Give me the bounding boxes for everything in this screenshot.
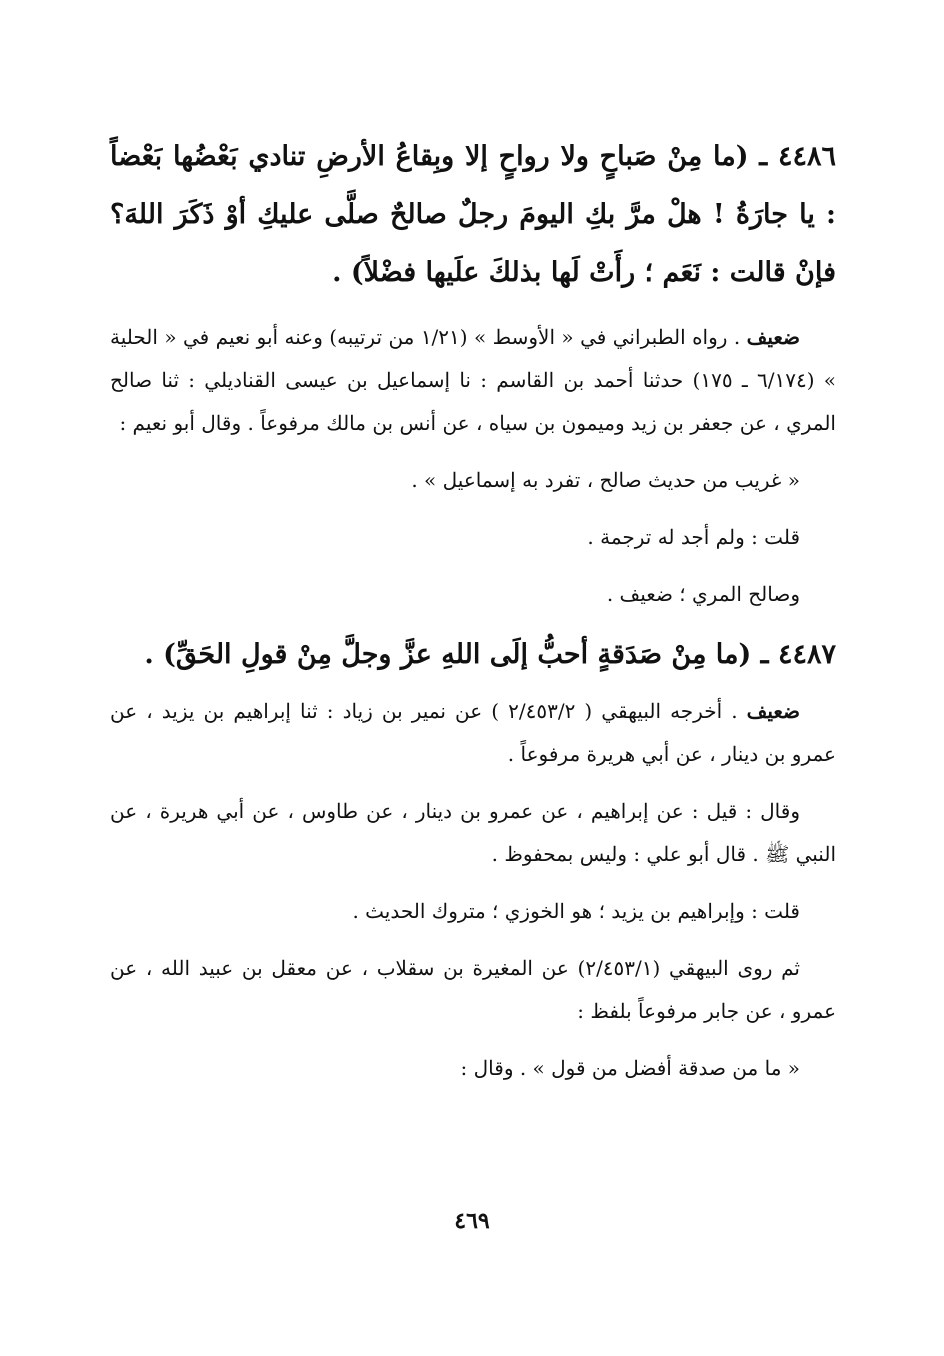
- page-content: [110, 128, 836, 1104]
- grade-keyword: ضعيف: [746, 325, 800, 349]
- commentary-4487-paragraph-2: وقال : قيل : عن إبراهيم ، عن عمرو بن دينار ، عن طاوس ، عن أبي هريرة ، عن النبي ﷺ . قال أبو علي : وليس بمحفوظ .: [110, 799, 836, 866]
- commentary-4486-paragraph-1: [110, 316, 836, 445]
- commentary-4486-paragraph-3: قلت : ولم أجد له ترجمة .: [587, 525, 800, 549]
- commentary-4487-paragraph-1: [110, 690, 836, 776]
- commentary-4487-paragraph-3: قلت : وإبراهيم بن يزيد ؛ هو الخوزي ؛ متروك الحديث .: [352, 899, 800, 923]
- commentary-4487-paragraph-1-text: . أخرجه البيهقي ( ٢/٤٥٣/٢ ) عن نمير بن زياد : ثنا إبراهيم بن يزيد ، عن عمرو بن دينار ، عن أبي هريرة مرفوعاً .: [110, 699, 836, 766]
- commentary-4486-paragraph-1-text: . رواه الطبراني في « الأوسط » (١/٢١ من ترتيبه) وعنه أبو نعيم في « الحلية » (٦/١٧٤ ـ ١٧٥) حدثنا أحمد بن القاسم : نا إسماعيل بن عيسى القناديلي : ثنا صالح المري ، عن جعفر بن زيد وميمون بن سياه ، عن أنس بن مالك مرفوعاً . وقال أبو نعيم :: [110, 325, 837, 435]
- commentary-4487-quote: « ما من صدقة أفضل من قول » . وقال :: [460, 1056, 800, 1080]
- hadith-4487-text: ٤٤٨٧ ـ (ما مِنْ صَدَقةٍ أحبُّ إلَى اللهِ عزَّ وجلَّ مِنْ قولِ الحَقِّ) .: [144, 639, 836, 670]
- page-number: ٤٦٩: [454, 1208, 490, 1234]
- grade-keyword: ضعيف: [746, 699, 801, 723]
- commentary-4486-paragraph-4: وصالح المري ؛ ضعيف .: [606, 582, 800, 606]
- commentary-4486-quote: « غريب من حديث صالح ، تفرد به إسماعيل » .: [411, 468, 800, 492]
- hadith-4486-text: ٤٤٨٦ ـ (ما مِنْ صَباحٍ ولا رواحٍ إلا وبِقاعُ الأرضِ تنادي بَعْضُها بَعْضاً : يا جارَةُ ! هلْ مرَّ بكِ اليومَ رجلٌ صالحٌ صلَّى عليكِ أوْ ذَكَرَ اللهَ؟ فإنْ قالت : نَعَم ؛ رأَتْ لَها بذلكَ علَيها فضْلاً) .: [110, 141, 836, 288]
- commentary-4487-paragraph-4: ثم روى البيهقي (٢/٤٥٣/١) عن المغيرة بن سقلاب ، عن معقل بن عبيد الله ، عن عمرو ، عن جابر مرفوعاً بلفظ :: [110, 956, 836, 1023]
